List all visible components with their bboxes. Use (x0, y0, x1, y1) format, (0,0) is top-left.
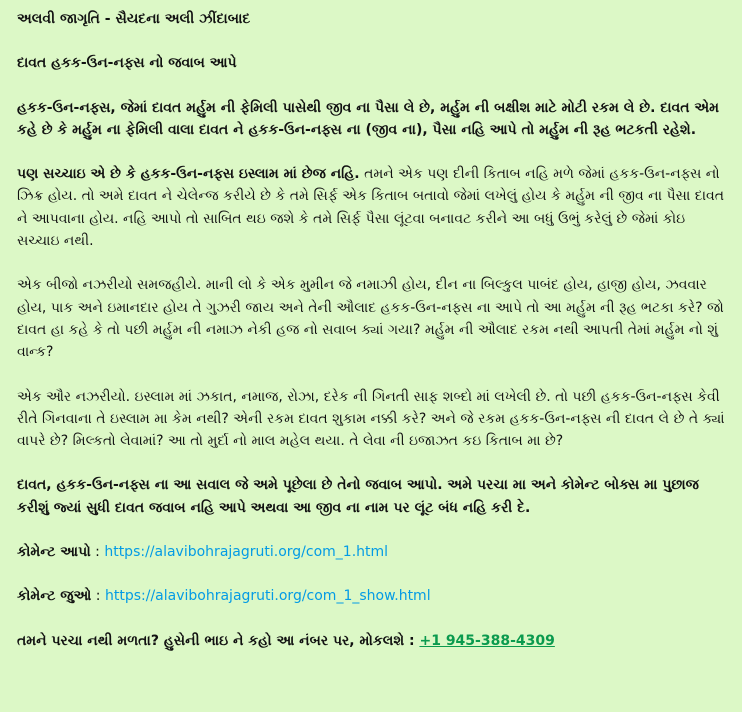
paragraph-view-one: એક બીજો નઝરીયો સમજહીયે. માની લો કે એક મુમીન જે નમાઝી હોય, દીન ના બિલ્કુલ પાબંદ હોય, હાજી હોય, ઝવવાર હોય, પાક અને ઇમાનદાર હોય તે ગુઝરી જાય અને તેની ઔલાદ હકક-ઉન-નફ્સ ના આપે તો આ મર્હુમ ની રૂહ ભટકા કરે? જો દાવત હા કહે કે તો પછી મર્હુમ ની નમાઝ નેકી હજ નો સવાબ ક્યાં ગયા? મર્હુમ ની ઔલાદ રકમ નથી આપતી તેમાં મર્હુમ નો શું વાન્ક? (17, 277, 724, 361)
truth-statement: પણ સચ્ચાઇ એ છે કે હકક-ઉન-નફ્સ ઇસ્લામ માં છેજ નહિ. (17, 166, 360, 183)
paragraph-view-two: એક ઔર નઝરીયો. ઇસ્લામ માં ઝકાત, નમાજ, રોઝા, દરેક ની ગિનતી સાફ શબ્દો માં લખેલી છે. તો પછી હકક-ઉન-નફ્સ કેવી રીતે ગિનવાના તે ઇસ્લામ મા કેમ નથી? એની રકમ દાવત શુકામ નક્કી કરે? અને જે રકમ હકક-ઉન-નફ્સ ની દાવત લે છે તે ક્યાં વાપરે છે? મિલ્કતો લેવામાં? આ તો મુર્દા નો માલ મહેલ થયા. તે લેવા ની ઇજાઝત કઇ કિતાબ મા છે? (17, 388, 725, 450)
paragraph-demand: દાવત, હકક-ઉન-નફ્સ ના આ સવાલ જે અમે પૂછેલા છે તેનો જવાબ આપો. અમે પરચા મા અને કોમેન્ટ બોક્સ મા પુછાજ કરીશું જ્યાં સુધી દાવત જવાબ નહિ આપે અથવા આ જીવ ના નામ પર લૂંટ બંધ નહિ કરી દે. (17, 477, 699, 516)
view-comments-label: કોમેન્ટ જુઓ (17, 588, 92, 605)
comment-separator: : (90, 544, 105, 561)
contact-text: તમને પરચા નથી મળતા? હુસેની ભાઇ ને કહો આ નંબર પર, મોકલશે : (17, 632, 420, 649)
contact-phone-link[interactable]: +1 945-388-4309 (419, 632, 555, 649)
message-title: અલવી જાગૃતિ - સૈયદના અલી ઝીંદાબાદ (17, 11, 251, 27)
paragraph-truth (17, 163, 725, 252)
comment-link[interactable]: https://alavibohrajagruti.org/com_1.html (104, 544, 389, 561)
view-comments-separator: : (91, 588, 105, 605)
contact-line (17, 630, 725, 652)
view-comments-link[interactable]: https://alavibohrajagruti.org/com_1_show.html (104, 588, 431, 605)
comment-line (17, 541, 725, 563)
view-comments-line (17, 585, 725, 607)
paragraph-claim: હકક-ઉન-નફ્સ, જેમાં દાવત મર્હુમ ની ફેમિલી પાસેથી જીવ ના પૈસા લે છે, મર્હુમ ની બક્ષીશ માટે મોટી રકમ લે છે. દાવત એમ કહે છે કે મર્હુમ ના ફેમિલી વાલા દાવત ને હકક-ઉન-નફ્સ ના (જીવ ના), પૈસા નહિ આપે તો મર્હુમ ની રૂહ ભટકતી રહેશે. (17, 99, 720, 138)
message-subtitle: દાવત હકક-ઉન-નફ્સ નો જવાબ આપે (17, 55, 237, 72)
comment-label: કોમેન્ટ આપો (17, 544, 91, 561)
truth-details: તમને એક પણ દીની કિતાબ નહિ મળે જેમાં હકક-ઉન-નફ્સ નો ઝિક્ર હોય. તો અમે દાવત ને ચેલેન્જ કરીયે છે કે તમે સિર્ફ એક કિતાબ બતાવો જેમાં લખેલું હોય કે મર્હુમ ની જીવ ના પૈસા દાવત ને આપવાના હોય. નહિ આપો તો સાબિત થઇ જશે કે તમે સિર્ફ પૈસા લૂંટવા બનાવટ કરીને આ બધું ઉભું કરેલું છે જેમાં કોઇ સચ્ચાઇ નથી. (17, 166, 725, 250)
